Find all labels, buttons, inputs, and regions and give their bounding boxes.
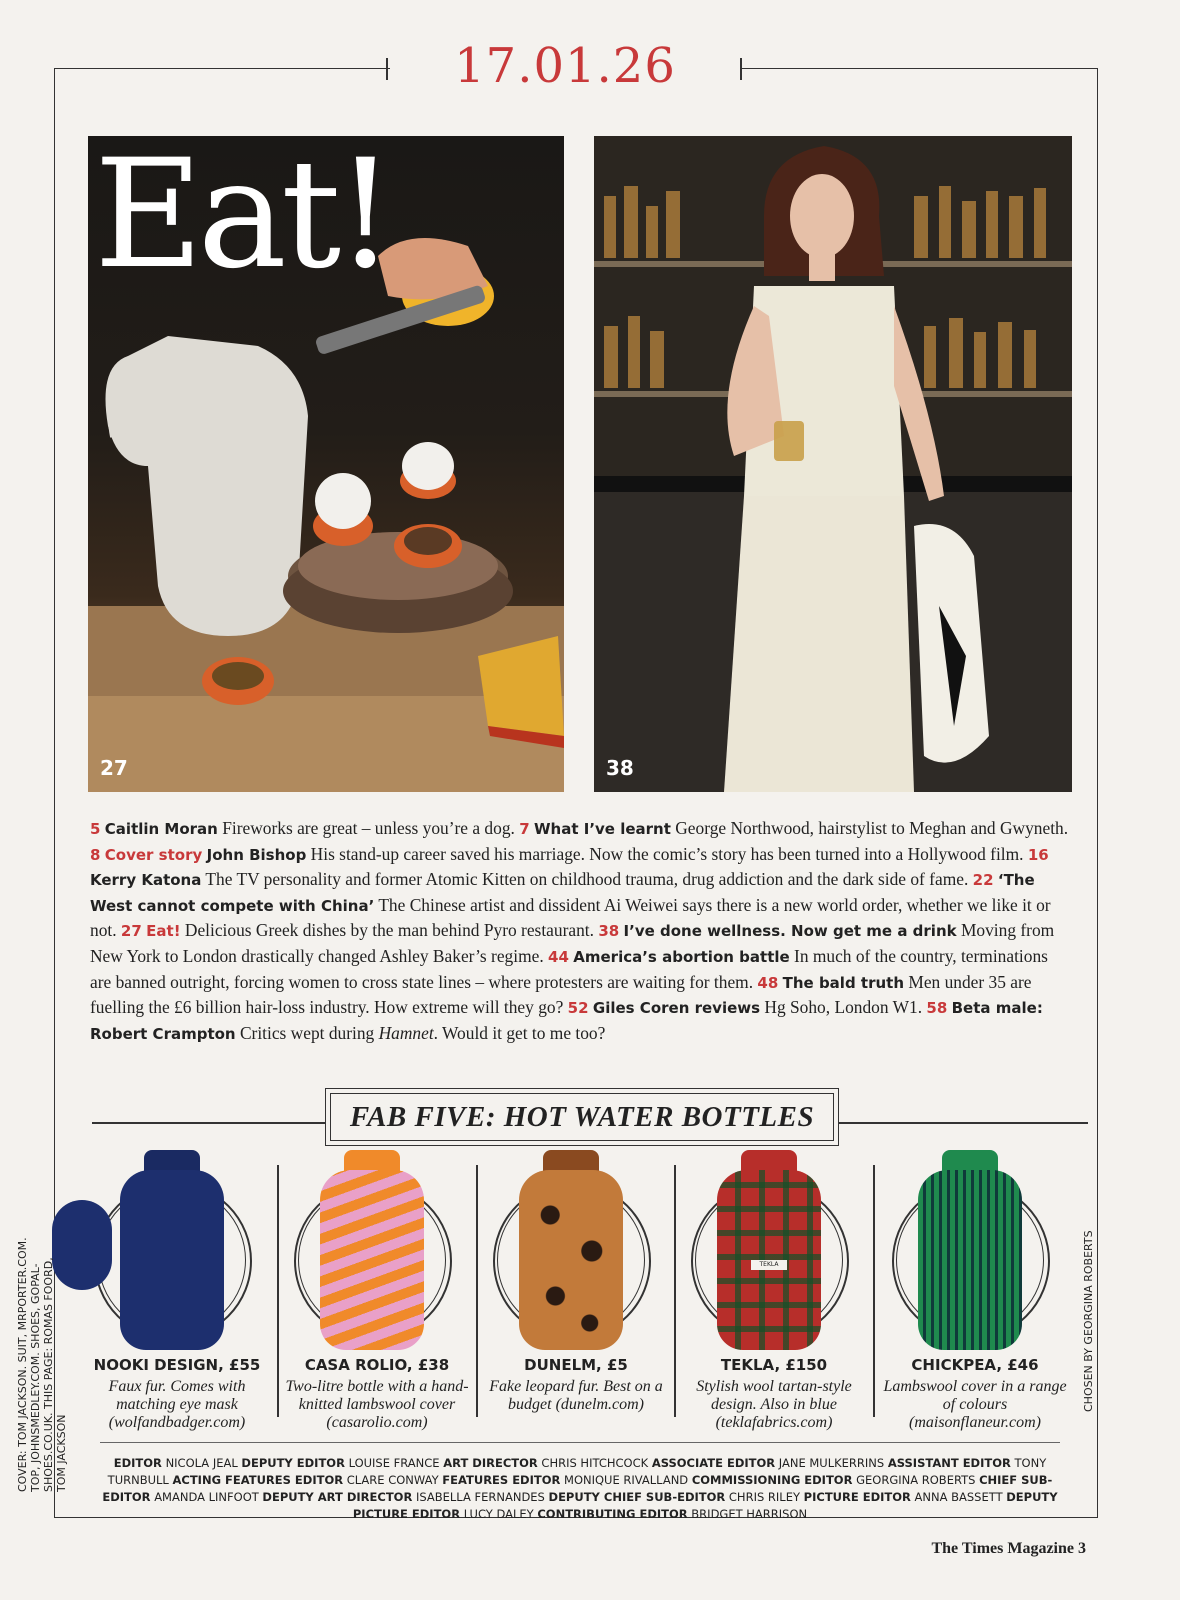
contents-headline: I’ve done wellness. Now get me a drink [623,922,957,941]
credit-role: ASSOCIATE EDITOR [651,1456,776,1470]
contents-page-number: 52 [567,999,589,1018]
contents-item [519,818,1068,838]
credit-name: ISABELLA FERNANDES [415,1490,545,1504]
contents-standfirst: Hg Soho, London W1. [760,997,927,1018]
product-divider [873,1165,875,1417]
credit-name: LOUISE FRANCE [348,1456,440,1470]
credit-role: CHIEF SUB-EDITOR [102,1473,1053,1504]
credit-role: PICTURE EDITOR [803,1490,911,1504]
contents-item [568,997,927,1017]
product-art [481,1150,671,1350]
credit-name: CHRIS RILEY [728,1490,801,1504]
bar-illustration [594,136,1072,792]
credit-role: EDITOR [113,1456,162,1470]
credit-role: DEPUTY EDITOR [241,1456,345,1470]
product-dunelm [481,1150,671,1414]
contents-page-number: 8 [90,845,101,864]
photo-page-number-left: 27 [100,756,128,780]
contents-headline: The bald truth [782,973,905,992]
fab-five-title: FAB FIVE: HOT WATER BOTTLES [349,1100,815,1133]
contents-page-number: 5 [90,820,101,838]
contents-page-number: 48 [757,973,779,992]
credit-role: DEPUTY ART DIRECTOR [262,1490,413,1504]
product-name: CASA ROLIO, £38 [304,1356,450,1374]
contents-standfirst: His stand-up career saved his marriage. Now the comic’s story has been turned into a Hollywood film. [306,843,1028,864]
contents-standfirst: In much of the country, terminations are banned outright, forcing women to cross state lines – where protesters are waiting for them. [90,945,1048,992]
credit-name: GEORGINA ROBERTS [856,1473,976,1487]
credit-role: DEPUTY CHIEF SUB-EDITOR [548,1490,726,1504]
product-divider [674,1165,676,1417]
photo-page-number-right: 38 [606,756,634,780]
contents-list [90,816,1070,1046]
product-art [282,1150,472,1350]
credit-role: CONTRIBUTING EDITOR [537,1507,688,1521]
contents-standfirst: Men under 35 are fuelling the £6 billion hair-loss industry. How extreme will they go? [90,971,1032,1018]
product-nooki [82,1150,272,1432]
contents-page-number: 16 [1027,845,1049,864]
eat-heading: Eat! [94,136,390,302]
contents-standfirst: The TV personality and former Atomic Kitten on childhood trauma, drug addiction and the dark side of fame. [201,869,973,890]
credit-role: ASSISTANT EDITOR [887,1456,1011,1470]
bar-photo [594,136,1072,792]
credit-name: ANNA BASSETT [914,1490,1003,1504]
credit-name: CLARE CONWAY [346,1473,439,1487]
credit-name: AMANDA LINFOOT [154,1490,259,1504]
contents-item [121,920,598,940]
product-description: Stylish wool tartan-style design. Also in blue (teklafabrics.com) [696,1378,852,1431]
product-name: NOOKI DESIGN, £55 [93,1356,261,1374]
date-rule-tick-right [740,58,742,80]
product-description: Lambswool cover in a range of colours (maisonflaneur.com) [883,1378,1067,1431]
product-art [82,1150,272,1350]
contents-headline: John Bishop [206,845,307,864]
contents-headline: America’s abortion battle [573,947,790,966]
credit-role: DEPUTY PICTURE EDITOR [352,1490,1058,1521]
credit-role: ACTING FEATURES EDITOR [172,1473,344,1487]
credit-name: LUCY DALEY [463,1507,534,1521]
contents-page-number: 27 [120,922,142,941]
fab-five-title-inner [330,1093,834,1141]
contents-standfirst: Delicious Greek dishes by the man behind Pyro restaurant. [180,920,599,941]
contents-page-number: 58 [926,999,948,1018]
contents-headline: Eat! [146,922,181,941]
product-casa-rolio [282,1150,472,1432]
contents-headline: What I’ve learnt [534,820,671,838]
contents-film-title: Hamnet [378,1022,434,1043]
credit-name: BRIDGET HARRISON [691,1507,808,1521]
masthead-credits [100,1455,1060,1523]
contents-headline: Giles Coren reviews [592,999,761,1018]
product-name: CHICKPEA, £46 [911,1356,1039,1374]
contents-standfirst: The Chinese artist and dissident Ai Weiwei says there is a new world order, whether we like it or not. [90,894,1051,941]
product-art [679,1150,869,1350]
contents-headline: ‘The West cannot compete with China’ [90,871,1035,915]
food-photo [88,136,564,792]
page-footer [931,1540,1086,1558]
product-name: TEKLA, £150 [720,1356,828,1374]
contents-headline: Beta male: Robert Crampton [90,999,1043,1043]
date-header [390,36,740,96]
credit-name: JANE MULKERRINS [778,1456,885,1470]
hot-water-bottle-illustration [320,1170,424,1350]
contents-item [90,818,519,838]
contents-standfirst-tail: . Would it get to me too? [433,1022,606,1043]
tekla-label: TEKLA [751,1260,787,1270]
contents-page-number: 7 [519,820,530,838]
folio-number: 3 [1078,1540,1086,1557]
credits-rule [100,1442,1060,1443]
date-rule-tick-left [386,58,388,80]
credit-name: CHRIS HITCHCOCK [541,1456,649,1470]
hot-water-bottle-illustration [120,1170,224,1350]
contents-headline: Kerry Katona [90,871,202,890]
contents-page-number: 22 [972,871,994,890]
contents-standfirst: Fireworks are great – unless you’re a dog. [217,818,520,838]
hot-water-bottle-illustration [519,1170,623,1350]
credit-name: MONIQUE RIVALLAND [564,1473,689,1487]
credit-role: ART DIRECTOR [443,1456,538,1470]
photo-credits-vertical: COVER: TOM JACKSON. SUIT, MRPORTER.COM. TOP, JOHNSMEDLEY.COM. SHOES, GOPAL-SHOES.CO.UK. THIS PAGE: ROMAS FOORD, TOM JACKSON [16,1237,68,1492]
contents-standfirst: Critics wept during [235,1022,379,1043]
credit-name: TONY TURNBULL [107,1456,1047,1487]
product-tekla [679,1150,869,1432]
fab-five-title-box [325,1088,839,1146]
product-art [880,1150,1070,1350]
chosen-by-credit: CHOSEN BY GEORGINA ROBERTS [1082,1230,1095,1412]
issue-date: 17.01.26 [454,38,676,94]
product-chickpea [880,1150,1070,1432]
credit-role: FEATURES EDITOR [442,1473,561,1487]
product-description: Two-litre bottle with a hand-knitted lambswool cover (casarolio.com) [285,1378,469,1431]
product-name: DUNELM, £5 [524,1356,628,1374]
product-divider [277,1165,279,1417]
contents-page-number: 44 [548,947,569,966]
contents-kicker: Cover story [104,845,203,864]
contents-headline: Caitlin Moran [104,820,218,838]
publication-name: The Times Magazine [931,1540,1074,1557]
product-description: Faux fur. Comes with matching eye mask (wolfandbadger.com) [108,1378,246,1431]
product-description: Fake leopard fur. Best on a budget (dunelm.com) [489,1378,663,1413]
contents-page-number: 38 [598,922,620,941]
contents-standfirst: George Northwood, hairstylist to Meghan and Gwyneth. [670,818,1069,838]
contents-item [90,844,1028,864]
credit-name: NICOLA JEAL [165,1456,238,1470]
credit-role: COMMISSIONING EDITOR [691,1473,853,1487]
product-divider [476,1165,478,1417]
contents-standfirst: Moving from New York to London drastically changed Ashley Baker’s regime. [90,920,1055,966]
hot-water-bottle-illustration [918,1170,1022,1350]
